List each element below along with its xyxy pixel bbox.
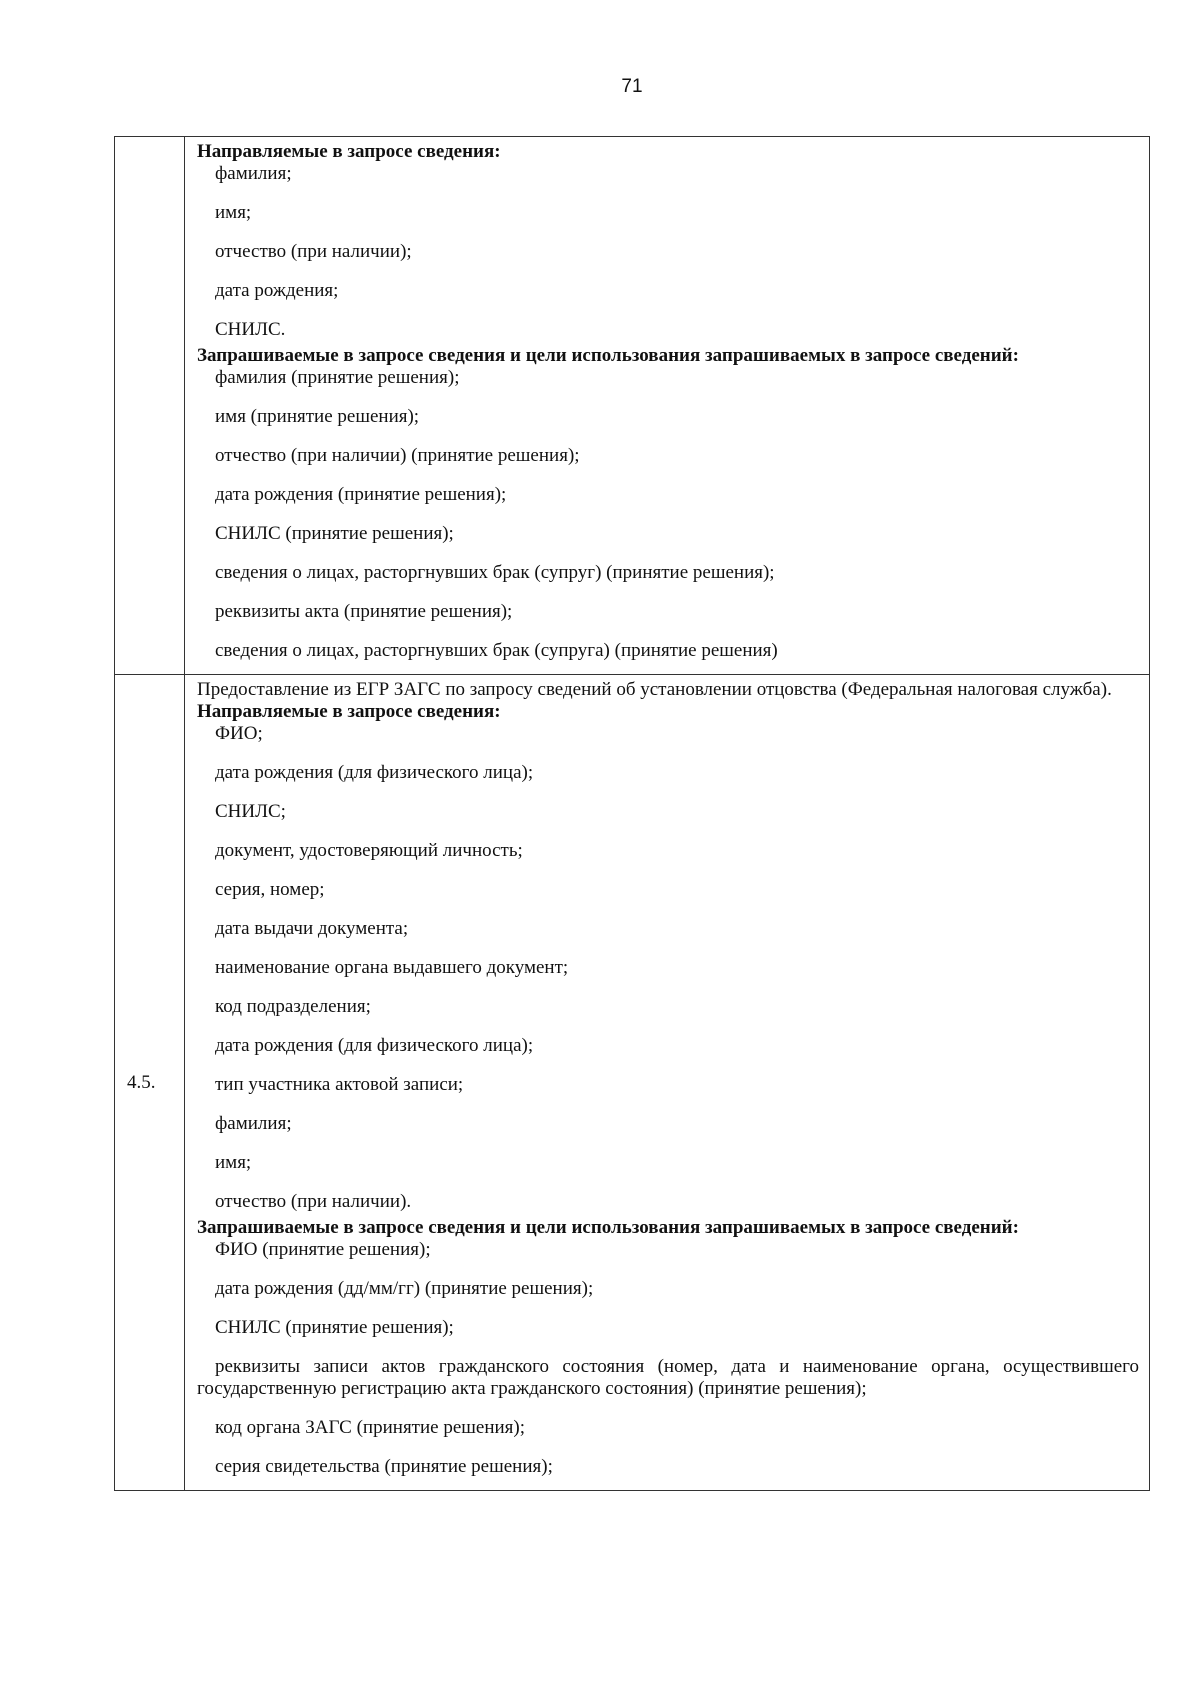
sent-list [197, 163, 1139, 341]
requested-list [197, 1239, 1139, 1478]
requested-list [197, 367, 1139, 662]
list-item: дата выдачи документа; [215, 918, 409, 939]
list-item: отчество (при наличии); [215, 241, 412, 262]
list-item: ФИО; [215, 723, 263, 744]
row-intro: Предоставление из ЕГР ЗАГС по запросу сведений об установлении отцовства (Федеральная налоговая служба). [197, 679, 1112, 700]
row-content [185, 675, 1150, 1491]
list-item: документ, удостоверяющий личность; [215, 840, 523, 861]
list-item: имя; [215, 202, 252, 223]
list-item: серия свидетельства (принятие решения); [215, 1456, 553, 1477]
list-item: дата рождения (принятие решения); [215, 484, 507, 505]
requested-heading: Запрашиваемые в запросе сведения и цели использования запрашиваемых в запросе сведений: [197, 1217, 1019, 1238]
list-item: имя (принятие решения); [215, 406, 420, 427]
list-item: отчество (при наличии). [215, 1191, 412, 1212]
document-table [114, 136, 1150, 1491]
list-item: СНИЛС (принятие решения); [215, 523, 454, 544]
list-item: имя; [215, 1152, 252, 1173]
page-number: 71 [621, 76, 643, 97]
list-item: код органа ЗАГС (принятие решения); [215, 1417, 526, 1438]
list-item: фамилия (принятие решения); [215, 367, 460, 388]
sent-list [197, 723, 1139, 1213]
row-number [115, 137, 185, 675]
list-item: дата рождения (для физического лица); [215, 762, 534, 783]
sent-heading: Направляемые в запросе сведения: [197, 701, 501, 722]
table-row [115, 137, 1150, 675]
list-item: дата рождения (для физического лица); [215, 1035, 534, 1056]
list-item: СНИЛС; [215, 801, 286, 822]
list-item: фамилия; [215, 1113, 292, 1134]
row-content [185, 137, 1150, 675]
row-number: 4.5. [115, 675, 185, 1491]
list-item: код подразделения; [215, 996, 371, 1017]
list-item: дата рождения; [215, 280, 339, 301]
list-item: тип участника актовой записи; [215, 1074, 464, 1095]
sent-heading: Направляемые в запросе сведения: [197, 141, 501, 162]
requested-heading: Запрашиваемые в запросе сведения и цели использования запрашиваемых в запросе сведений: [197, 345, 1019, 366]
table-row [115, 675, 1150, 1491]
list-item: сведения о лицах, расторгнувших брак (супруг) (принятие решения); [215, 562, 775, 583]
list-item: сведения о лицах, расторгнувших брак (супруга) (принятие решения) [215, 640, 778, 661]
list-item: наименование органа выдавшего документ; [215, 957, 569, 978]
list-item: СНИЛС (принятие решения); [215, 1317, 454, 1338]
list-item: отчество (при наличии) (принятие решения); [215, 445, 580, 466]
list-item: ФИО (принятие решения); [215, 1239, 431, 1260]
list-item: СНИЛС. [215, 319, 286, 340]
list-item: реквизиты акта (принятие решения); [215, 601, 513, 622]
list-item: дата рождения (дд/мм/гг) (принятие решения); [215, 1278, 594, 1299]
list-item: фамилия; [215, 163, 292, 184]
list-item: реквизиты записи актов гражданского состояния (номер, дата и наименование органа, осуществившего государственную регистрацию акта гражданского состояния) (принятие решения); [197, 1356, 1139, 1399]
list-item: серия, номер; [215, 879, 325, 900]
